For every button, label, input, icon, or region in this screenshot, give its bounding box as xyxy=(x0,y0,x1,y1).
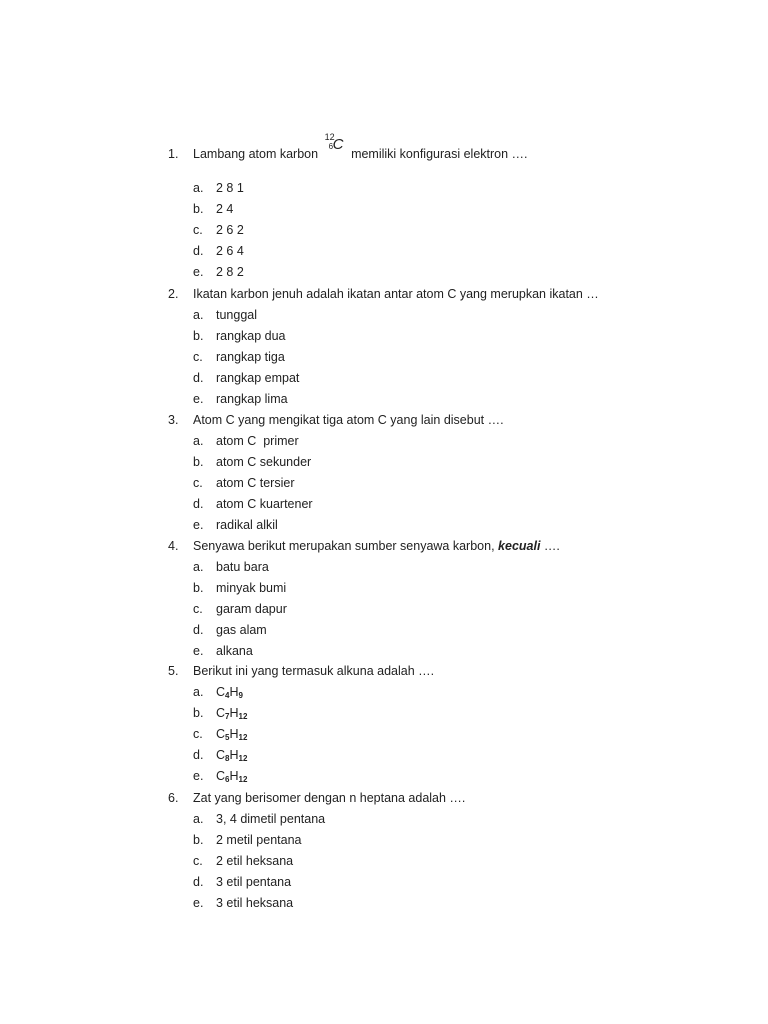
question-number: 4. xyxy=(168,539,179,553)
carbon-count: 8 xyxy=(225,754,230,763)
question-text-after: memiliki konfigurasi elektron …. xyxy=(351,147,528,161)
question-line xyxy=(0,788,768,809)
option-text: 3, 4 dimetil pentana xyxy=(216,812,326,826)
question-2 xyxy=(0,284,768,410)
hydrogen-count: 12 xyxy=(238,712,248,721)
option-d xyxy=(0,745,768,766)
option-a xyxy=(0,431,768,452)
option-letter: e. xyxy=(193,644,204,658)
option-text: tunggal xyxy=(216,308,258,322)
question-number: 3. xyxy=(168,413,179,427)
option-text: atom C tersier xyxy=(216,476,295,490)
option-c xyxy=(0,599,768,620)
carbon-symbol: C xyxy=(216,727,226,741)
option-b xyxy=(0,199,768,220)
carbon-symbol: C xyxy=(216,769,226,783)
option-e xyxy=(0,766,768,787)
question-number: 2. xyxy=(168,287,179,301)
hydrogen-symbol: H xyxy=(229,769,239,783)
option-b xyxy=(0,452,768,473)
option-e xyxy=(0,389,768,410)
question-text: Atom C yang mengikat tiga atom C yang lain disebut …. xyxy=(193,413,504,427)
option-d xyxy=(0,368,768,389)
option-c xyxy=(0,220,768,241)
question-number: 1. xyxy=(168,147,179,161)
question-5 xyxy=(0,661,768,787)
question-text-before: Senyawa berikut merupakan sumber senyawa karbon, xyxy=(193,539,495,553)
option-text: 2 6 2 xyxy=(216,223,244,237)
option-letter: a. xyxy=(193,560,204,574)
option-d xyxy=(0,620,768,641)
question-text-after: …. xyxy=(543,539,560,553)
question-line xyxy=(0,132,768,165)
carbon-count: 5 xyxy=(225,733,230,742)
option-letter: d. xyxy=(193,244,204,258)
option-letter: d. xyxy=(193,748,204,762)
option-letter: e. xyxy=(193,896,204,910)
isotope-symbol: C xyxy=(332,136,344,153)
question-text xyxy=(193,536,560,557)
option-a xyxy=(0,682,768,703)
option-letter: b. xyxy=(193,706,204,720)
option-text: gas alam xyxy=(216,623,267,637)
option-text: radikal alkil xyxy=(216,518,278,532)
question-line xyxy=(0,284,768,305)
option-d xyxy=(0,872,768,893)
option-letter: d. xyxy=(193,875,204,889)
question-line xyxy=(0,661,768,682)
option-letter: d. xyxy=(193,623,204,637)
option-c xyxy=(0,724,768,745)
option-letter: b. xyxy=(193,329,204,343)
option-text: 2 4 xyxy=(216,202,234,216)
option-text: alkana xyxy=(216,644,253,658)
question-text xyxy=(193,132,528,165)
option-text: atom C primer xyxy=(216,434,299,448)
carbon-symbol: C xyxy=(216,685,226,699)
option-letter: d. xyxy=(193,371,204,385)
hydrogen-symbol: H xyxy=(229,727,239,741)
question-text: Zat yang berisomer dengan n heptana adalah …. xyxy=(193,791,466,805)
option-b xyxy=(0,830,768,851)
option-letter: a. xyxy=(193,181,204,195)
option-text: minyak bumi xyxy=(216,581,287,595)
question-number: 6. xyxy=(168,791,179,805)
question-1 xyxy=(0,132,768,283)
carbon-count: 6 xyxy=(225,775,230,784)
question-text-before: Lambang atom karbon xyxy=(193,147,319,161)
question-text: Berikut ini yang termasuk alkuna adalah …. xyxy=(193,664,435,678)
option-d xyxy=(0,241,768,262)
carbon-symbol: C xyxy=(216,706,226,720)
option-text: garam dapur xyxy=(216,602,287,616)
option-text: batu bara xyxy=(216,560,269,574)
option-formula xyxy=(216,703,247,724)
question-keyword: kecuali xyxy=(498,539,541,553)
option-letter: c. xyxy=(193,854,203,868)
option-letter: a. xyxy=(193,812,204,826)
option-b xyxy=(0,578,768,599)
option-text: 2 metil pentana xyxy=(216,833,302,847)
option-letter: b. xyxy=(193,202,204,216)
option-letter: a. xyxy=(193,434,204,448)
option-e xyxy=(0,893,768,914)
hydrogen-count: 12 xyxy=(238,733,248,742)
hydrogen-symbol: H xyxy=(229,748,239,762)
option-d xyxy=(0,494,768,515)
option-letter: e. xyxy=(193,265,204,279)
hydrogen-symbol: H xyxy=(229,706,239,720)
hydrogen-symbol: H xyxy=(229,685,239,699)
option-b xyxy=(0,703,768,724)
option-a xyxy=(0,305,768,326)
option-text: atom C sekunder xyxy=(216,455,312,469)
option-text: rangkap lima xyxy=(216,392,288,406)
option-letter: b. xyxy=(193,455,204,469)
option-letter: a. xyxy=(193,308,204,322)
option-c xyxy=(0,473,768,494)
option-e xyxy=(0,515,768,536)
option-a xyxy=(0,178,768,199)
question-text: Ikatan karbon jenuh adalah ikatan antar atom C yang merupkan ikatan … xyxy=(193,287,599,301)
isotope-mass-number: 12 xyxy=(324,132,335,142)
option-e xyxy=(0,262,768,283)
option-letter: c. xyxy=(193,350,203,364)
option-formula xyxy=(216,766,247,787)
option-text: 3 etil heksana xyxy=(216,896,294,910)
option-a xyxy=(0,809,768,830)
option-text: 2 8 1 xyxy=(216,181,244,195)
question-3 xyxy=(0,410,768,536)
question-line xyxy=(0,536,768,557)
option-letter: e. xyxy=(193,392,204,406)
option-text: rangkap empat xyxy=(216,371,300,385)
option-text: 2 6 4 xyxy=(216,244,244,258)
question-6 xyxy=(0,788,768,914)
question-number: 5. xyxy=(168,664,179,678)
option-letter: c. xyxy=(193,476,203,490)
question-line xyxy=(0,410,768,431)
hydrogen-count: 12 xyxy=(238,754,248,763)
carbon-count: 4 xyxy=(225,691,230,700)
option-text: 2 etil heksana xyxy=(216,854,294,868)
option-b xyxy=(0,326,768,347)
option-letter: c. xyxy=(193,602,203,616)
option-a xyxy=(0,557,768,578)
carbon-isotope-notation xyxy=(322,132,348,165)
option-letter: e. xyxy=(193,518,204,532)
option-text: rangkap dua xyxy=(216,329,286,343)
option-letter: d. xyxy=(193,497,204,511)
option-e xyxy=(0,641,768,662)
option-letter: b. xyxy=(193,581,204,595)
option-text: rangkap tiga xyxy=(216,350,285,364)
option-formula xyxy=(216,745,247,766)
option-text: 3 etil pentana xyxy=(216,875,292,889)
option-letter: a. xyxy=(193,685,204,699)
hydrogen-count: 12 xyxy=(238,775,248,784)
option-letter: c. xyxy=(193,223,203,237)
option-letter: b. xyxy=(193,833,204,847)
option-letter: e. xyxy=(193,769,204,783)
isotope-atomic-number: 6 xyxy=(328,142,334,151)
option-formula xyxy=(216,682,243,703)
option-letter: c. xyxy=(193,727,203,741)
carbon-symbol: C xyxy=(216,748,226,762)
question-4 xyxy=(0,536,768,662)
option-c xyxy=(0,851,768,872)
option-text: atom C kuartener xyxy=(216,497,313,511)
option-c xyxy=(0,347,768,368)
hydrogen-count: 9 xyxy=(238,691,243,700)
option-text: 2 8 2 xyxy=(216,265,244,279)
option-formula xyxy=(216,724,247,745)
carbon-count: 7 xyxy=(225,712,230,721)
